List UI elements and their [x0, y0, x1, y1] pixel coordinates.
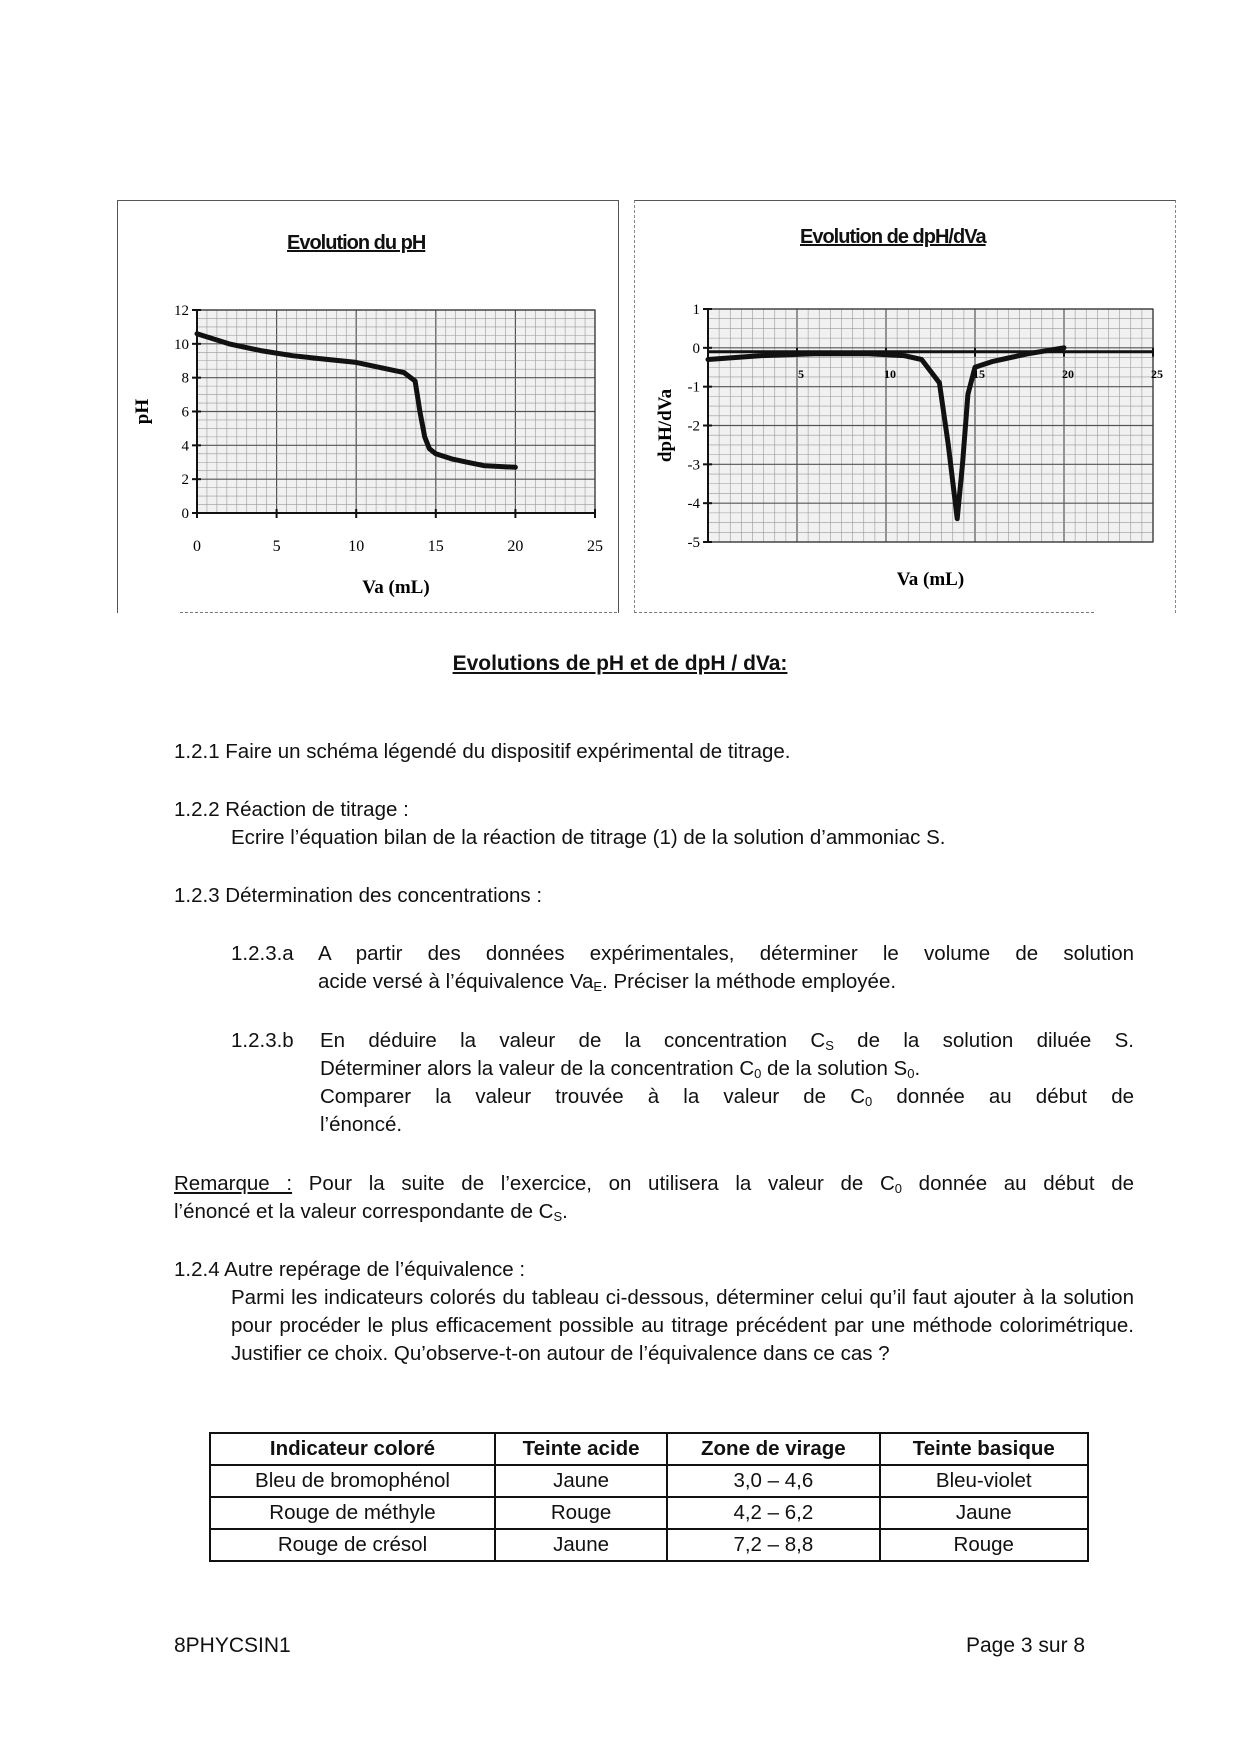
y-tick-label: 0 — [692, 340, 700, 357]
table-cell: Jaune — [495, 1529, 667, 1561]
table-cell: Rouge — [495, 1497, 667, 1529]
table-cell: 3,0 – 4,6 — [667, 1465, 879, 1497]
x-tick-label: 5 — [272, 538, 281, 555]
question-1-2-3-b-line1: En déduire la valeur de la concentration $C_S$ de la solution diluée S. — [320, 1029, 1134, 1053]
question-1-2-3-b-line2: Déterminer alors la valeur de la concentration $C_0$ de la solution $S_0$. — [320, 1057, 921, 1081]
question-1-2-3-b-line4: l’énoncé. — [320, 1113, 403, 1136]
question-1-2-3-title: 1.2.3 Détermination des concentrations : — [174, 884, 543, 907]
y-tick-label: 2 — [181, 472, 189, 489]
y-tick-label: 4 — [181, 438, 189, 455]
x-tick-label: 25 — [587, 538, 603, 555]
question-1-2-2-title: 1.2.2 Réaction de titrage : — [174, 798, 409, 821]
figure-caption: Evolutions de pH et de dpH / dVa: — [452, 652, 788, 675]
question-1-2-2-body: Ecrire l’équation bilan de la réaction de titrage (1) de la solution d’ammoniac S. — [231, 826, 946, 849]
table-cell: Jaune — [495, 1465, 667, 1497]
table-cell: Rouge de crésol — [210, 1529, 495, 1561]
y-axis-title: dpH/dVa — [655, 388, 676, 463]
question-1-2-3-a-line1: A partir des données expérimentales, déterminer le volume de solution — [318, 942, 1134, 965]
divider — [180, 612, 617, 613]
x-tick-label: 15 — [973, 367, 985, 381]
table-row — [210, 1529, 1088, 1561]
x-axis-title: Va (mL) — [362, 577, 430, 598]
question-1-2-1: 1.2.1 Faire un schéma légendé du dispositif expérimental de titrage. — [174, 740, 791, 763]
remark-label: Remarque : — [174, 1172, 293, 1195]
chart-derivative-title: Evolution de dpH/dVa — [800, 226, 986, 248]
y-tick-label: -5 — [687, 535, 700, 551]
remark-line2: l’énoncé et la valeur correspondante de $C_S$. — [174, 1200, 568, 1224]
x-tick-label: 0 — [193, 538, 201, 555]
table-header: Indicateur coloré — [210, 1433, 495, 1465]
x-tick-label: 25 — [1151, 367, 1163, 381]
x-tick-label: 15 — [427, 538, 444, 555]
table-cell: Rouge — [880, 1529, 1088, 1561]
x-tick-label: 10 — [348, 538, 365, 555]
question-1-2-4-body: Parmi les indicateurs colorés du tableau ci-dessous, déterminer celui qu’il faut ajouter à la solution pour procéder le plus efficacement possible au titrage précédent par une méthode colorimétrique. Justifier ce choix. Qu’observe-t-on autour de l’équivalence dans ce cas ? — [231, 1286, 1134, 1365]
y-tick-label: 6 — [181, 404, 189, 421]
x-tick-label: 20 — [1062, 367, 1074, 381]
x-axis-title: Va (mL) — [896, 569, 965, 590]
y-tick-label: 1 — [692, 302, 700, 318]
table-header-row — [210, 1433, 1088, 1465]
question-1-2-3-a-number: 1.2.3.a — [231, 942, 294, 965]
table-cell: Bleu de bromophénol — [210, 1465, 495, 1497]
table-cell: Jaune — [880, 1497, 1088, 1529]
indicator-table — [209, 1432, 1089, 1562]
question-1-2-3-b-line3: Comparer la valeur trouvée à la valeur de $C_0$ donnée au début de — [320, 1085, 1135, 1109]
table-cell: Bleu-violet — [880, 1465, 1088, 1497]
chart-derivative — [635, 280, 1173, 610]
y-tick-label: 0 — [181, 506, 189, 522]
y-tick-label: -2 — [687, 418, 700, 435]
question-1-2-4-title: 1.2.4 Autre repérage de l’équivalence : — [174, 1258, 526, 1281]
x-tick-label: 10 — [884, 367, 896, 381]
y-tick-label: 12 — [174, 303, 189, 319]
y-tick-label: 8 — [181, 370, 189, 387]
document-code: 8PHYCSIN1 — [174, 1634, 291, 1657]
x-tick-label: 5 — [798, 367, 804, 381]
y-axis-title: pH — [132, 398, 153, 425]
table-row — [210, 1465, 1088, 1497]
table-cell: Rouge de méthyle — [210, 1497, 495, 1529]
table-header: Teinte acide — [495, 1433, 667, 1465]
divider — [634, 612, 1094, 613]
y-tick-label: -3 — [687, 457, 700, 474]
table-cell: 7,2 – 8,8 — [667, 1529, 879, 1561]
y-tick-label: -4 — [687, 496, 700, 513]
x-tick-label: 20 — [507, 538, 524, 555]
chart-ph — [118, 280, 616, 610]
table-header: Zone de virage — [667, 1433, 879, 1465]
question-1-2-3-a-line2: acide versé à l’équivalence $Va_E$. Préciser la méthode employée. — [318, 970, 897, 994]
y-tick-label: -1 — [687, 379, 700, 396]
table-cell: 4,2 – 6,2 — [667, 1497, 879, 1529]
page-number: Page 3 sur 8 — [966, 1634, 1086, 1657]
y-tick-label: 10 — [174, 336, 189, 353]
table-row — [210, 1497, 1088, 1529]
chart-ph-title: Evolution du pH — [287, 232, 426, 254]
remark-line1: Remarque : Pour la suite de l’exercice, on utilisera la valeur de $C_0$ donnée au début de — [174, 1172, 1134, 1196]
question-1-2-3-b-number: 1.2.3.b — [231, 1029, 294, 1052]
table-header: Teinte basique — [880, 1433, 1088, 1465]
